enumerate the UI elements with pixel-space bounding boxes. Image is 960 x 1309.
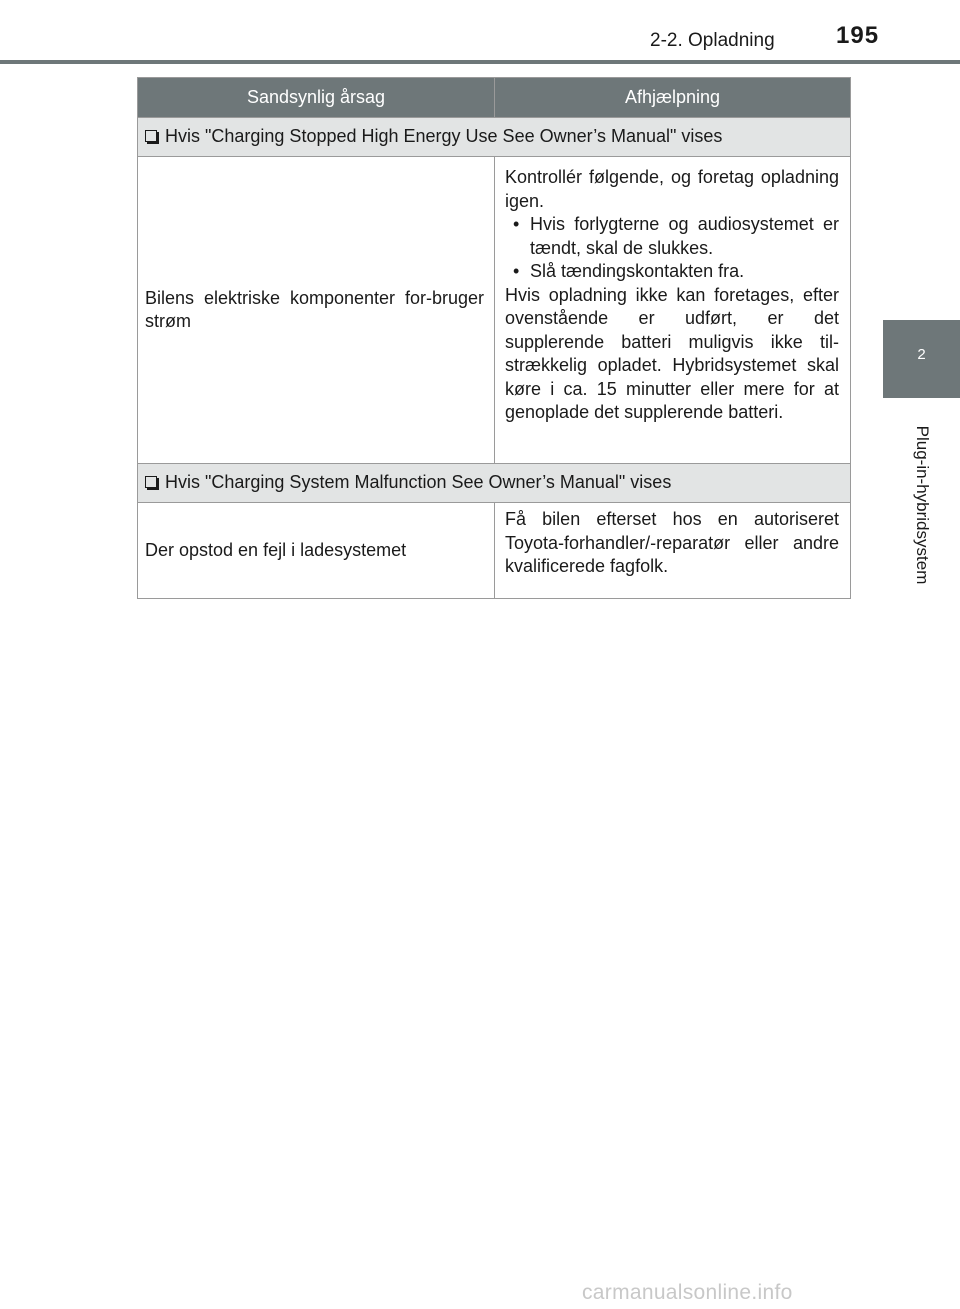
table-row: [138, 157, 851, 464]
checkbox-square-icon: [145, 130, 157, 142]
header-rule: [0, 60, 960, 64]
checkbox-square-icon: [145, 476, 157, 488]
remedy-bullet: • Hvis forlygterne og audiosystemet er tændt, skal de slukkes.: [505, 213, 839, 260]
column-header-remedy: Afhjælpning: [495, 78, 851, 118]
section-title: 2-2. Opladning: [650, 30, 775, 51]
cause-cell: Bilens elektriske komponenter for-bruger strøm: [138, 157, 495, 464]
watermark: carmanualsonline.info: [582, 1281, 793, 1304]
chapter-label: Plug-in-hybridsystem: [913, 425, 932, 585]
page-header: [0, 0, 960, 64]
remedy-cell: [495, 157, 851, 464]
condition-cell: [138, 464, 851, 503]
remedy-bullet: • Slå tændingskontakten fra.: [505, 260, 839, 284]
condition-row: [138, 118, 851, 157]
table-header-row: [138, 78, 851, 118]
table-row: [138, 503, 851, 599]
cause-cell: Der opstod en fejl i ladesystemet: [138, 503, 495, 599]
condition-cell: [138, 118, 851, 157]
chapter-number: 2: [917, 346, 926, 363]
chapter-tab: [883, 320, 960, 398]
remedy-bullet-list: [505, 213, 839, 284]
column-header-cause: Sandsynlig årsag: [138, 78, 495, 118]
condition-text: Hvis "Charging Stopped High Energy Use See Owner’s Manual" vises: [165, 126, 723, 147]
condition-text: Hvis "Charging System Malfunction See Owner’s Manual" vises: [165, 472, 672, 493]
troubleshooting-table: [137, 77, 851, 599]
remedy-intro: Kontrollér følgende, og foretag opladning igen.: [505, 167, 839, 211]
page-number: 195: [836, 22, 880, 49]
remedy-cell: Få bilen efterset hos en autoriseret Toyota-forhandler/-reparatør eller andre kvalificerede fagfolk.: [495, 503, 851, 599]
condition-row: [138, 464, 851, 503]
remedy-outro: Hvis opladning ikke kan foretages, efter ovenstående er udført, er det supplerende batteri muligvis ikke til-strækkelig opladet. Hybridsystemet skal køre i ca. 15 minutter eller mere for at genoplade det supplerende batteri.: [505, 284, 839, 422]
